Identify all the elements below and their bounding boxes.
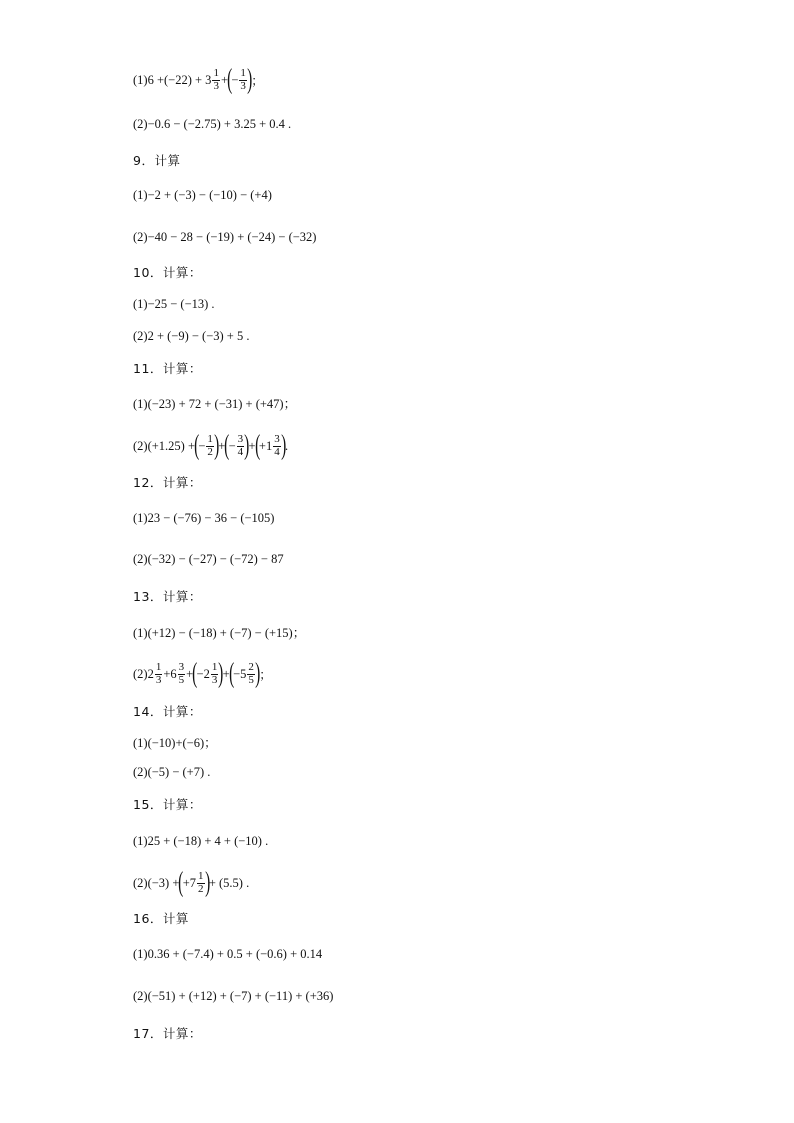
expression-text: (1)6 + bbox=[133, 72, 164, 87]
math-expression bbox=[133, 730, 217, 754]
question-heading: 15．计算： bbox=[133, 797, 202, 812]
expression-text: (1)25 + (−18) + 4 + (−10) . bbox=[133, 833, 269, 848]
math-expression bbox=[133, 658, 272, 689]
fraction-numerator: 2 bbox=[248, 660, 254, 673]
question-heading: 17．计算： bbox=[133, 1026, 202, 1041]
expression-text: + bbox=[186, 666, 194, 681]
expression-text: +7 bbox=[182, 875, 197, 890]
fraction-numerator: 1 bbox=[198, 869, 204, 882]
fraction bbox=[273, 434, 281, 458]
expression-text: − bbox=[228, 438, 236, 453]
fraction-denominator: 4 bbox=[274, 445, 280, 458]
expression-text: (2)(−3) + bbox=[133, 875, 180, 890]
expression-text: (2)2 + (−9) − (−3) + 5 . bbox=[133, 328, 250, 343]
expression-text: (2)2 bbox=[133, 666, 154, 681]
expression-text: . bbox=[285, 438, 289, 453]
expression-text: (2)(−51) + (+12) + (−7) + (−11) + (+36) bbox=[133, 988, 334, 1003]
fraction-numerator: 1 bbox=[155, 660, 162, 673]
large-parenthesis: ) bbox=[204, 867, 210, 898]
math-expression bbox=[133, 64, 264, 95]
expression-text: (1)0.36 + (−7.4) + 0.5 + (−0.6) + 0.14 bbox=[133, 946, 323, 961]
large-parenthesis: ( bbox=[192, 658, 198, 689]
math-expression bbox=[133, 225, 316, 249]
fraction-numerator: 3 bbox=[274, 432, 280, 445]
expression-text: + (5.5) . bbox=[208, 875, 250, 890]
large-parenthesis: ( bbox=[228, 658, 234, 689]
math-expression bbox=[133, 391, 296, 415]
fraction-denominator: 3 bbox=[155, 673, 162, 686]
fraction-denominator: 5 bbox=[248, 673, 254, 686]
large-parenthesis: ( bbox=[227, 64, 233, 95]
math-expression bbox=[133, 183, 272, 207]
expression-text: + bbox=[248, 438, 256, 453]
large-parenthesis: ) bbox=[218, 658, 224, 689]
large-parenthesis: ) bbox=[213, 430, 220, 461]
expression-text: (2)(−5) − (+7) . bbox=[133, 764, 211, 779]
fraction bbox=[237, 434, 245, 458]
question-heading: 14．计算： bbox=[133, 704, 202, 719]
large-parenthesis: ) bbox=[254, 658, 261, 689]
fraction-numerator: 1 bbox=[213, 66, 219, 79]
math-expression bbox=[133, 112, 291, 136]
question-heading: 10．计算： bbox=[133, 265, 202, 280]
large-parenthesis: ( bbox=[254, 430, 260, 461]
fraction-denominator: 2 bbox=[207, 445, 213, 458]
expression-text: (1)−25 − (−13) . bbox=[133, 296, 215, 311]
math-expression bbox=[133, 867, 250, 898]
math-expression bbox=[133, 430, 289, 461]
math-expression bbox=[133, 506, 274, 530]
large-parenthesis: ) bbox=[244, 430, 250, 461]
math-expression bbox=[133, 620, 305, 644]
expression-text: −2 bbox=[196, 666, 210, 681]
expression-text: ； bbox=[251, 74, 264, 88]
fraction-denominator: 3 bbox=[240, 79, 246, 92]
expression-text: ； bbox=[259, 668, 272, 682]
fraction-numerator: 3 bbox=[178, 660, 185, 673]
question-heading: 13．计算： bbox=[133, 589, 202, 604]
fraction bbox=[239, 68, 247, 92]
expression-text: (1)23 − (−76) − 36 − (−105) bbox=[133, 510, 275, 525]
fraction bbox=[178, 662, 186, 686]
math-expression bbox=[133, 292, 215, 316]
fraction bbox=[206, 434, 214, 458]
fraction-numerator: 1 bbox=[240, 66, 246, 79]
fraction-denominator: 3 bbox=[213, 79, 219, 92]
expression-text: +1 bbox=[258, 438, 273, 453]
fraction-denominator: 2 bbox=[198, 882, 204, 895]
fraction bbox=[197, 871, 205, 895]
expression-text: + bbox=[220, 72, 228, 87]
fraction-numerator: 1 bbox=[207, 432, 213, 445]
expression-text: (1)(−10)+(−6)； bbox=[133, 736, 217, 750]
large-parenthesis: ( bbox=[194, 430, 200, 461]
fraction bbox=[212, 68, 220, 92]
fraction-denominator: 4 bbox=[237, 445, 244, 458]
math-expression bbox=[133, 324, 249, 348]
expression-text: (2)−40 − 28 − (−19) + (−24) − (−32) bbox=[133, 229, 317, 244]
expression-text: (1)−2 + (−3) − (−10) − (+4) bbox=[133, 187, 272, 202]
expression-text: − bbox=[198, 438, 206, 453]
math-expression bbox=[133, 547, 284, 571]
large-parenthesis: ) bbox=[246, 64, 253, 95]
fraction-numerator: 3 bbox=[237, 432, 244, 445]
expression-text: (2)(+1.25) + bbox=[133, 438, 195, 453]
question-heading: 9．计算 bbox=[133, 153, 181, 168]
expression-text: (2)−0.6 − (−2.75) + 3.25 + 0.4 . bbox=[133, 116, 292, 131]
question-heading: 16．计算 bbox=[133, 911, 189, 926]
fraction-denominator: 3 bbox=[211, 673, 218, 686]
expression-text: +6 bbox=[163, 666, 177, 681]
fraction bbox=[155, 662, 163, 686]
question-heading: 11．计算： bbox=[133, 361, 202, 376]
math-expression bbox=[133, 829, 268, 853]
expression-text: (2)(−32) − (−27) − (−72) − 87 bbox=[133, 551, 284, 566]
math-expression bbox=[133, 760, 210, 784]
question-heading: 12．计算： bbox=[133, 475, 202, 490]
expression-text: (1)(−23) + 72 + (−31) + (+47)； bbox=[133, 397, 297, 411]
large-parenthesis: ( bbox=[224, 430, 230, 461]
expression-text: −5 bbox=[233, 666, 247, 681]
expression-text: − bbox=[231, 72, 239, 87]
large-parenthesis: ) bbox=[280, 430, 286, 461]
fraction-denominator: 5 bbox=[178, 673, 185, 686]
expression-text: (−22) + 3 bbox=[164, 72, 212, 87]
fraction bbox=[247, 662, 255, 686]
expression-text: + bbox=[218, 438, 226, 453]
large-parenthesis: ( bbox=[178, 867, 184, 898]
math-expression bbox=[133, 942, 322, 966]
fraction-numerator: 1 bbox=[211, 660, 218, 673]
expression-text: (1)(+12) − (−18) + (−7) − (+15)； bbox=[133, 626, 306, 640]
math-expression bbox=[133, 984, 333, 1008]
expression-text: + bbox=[222, 666, 230, 681]
